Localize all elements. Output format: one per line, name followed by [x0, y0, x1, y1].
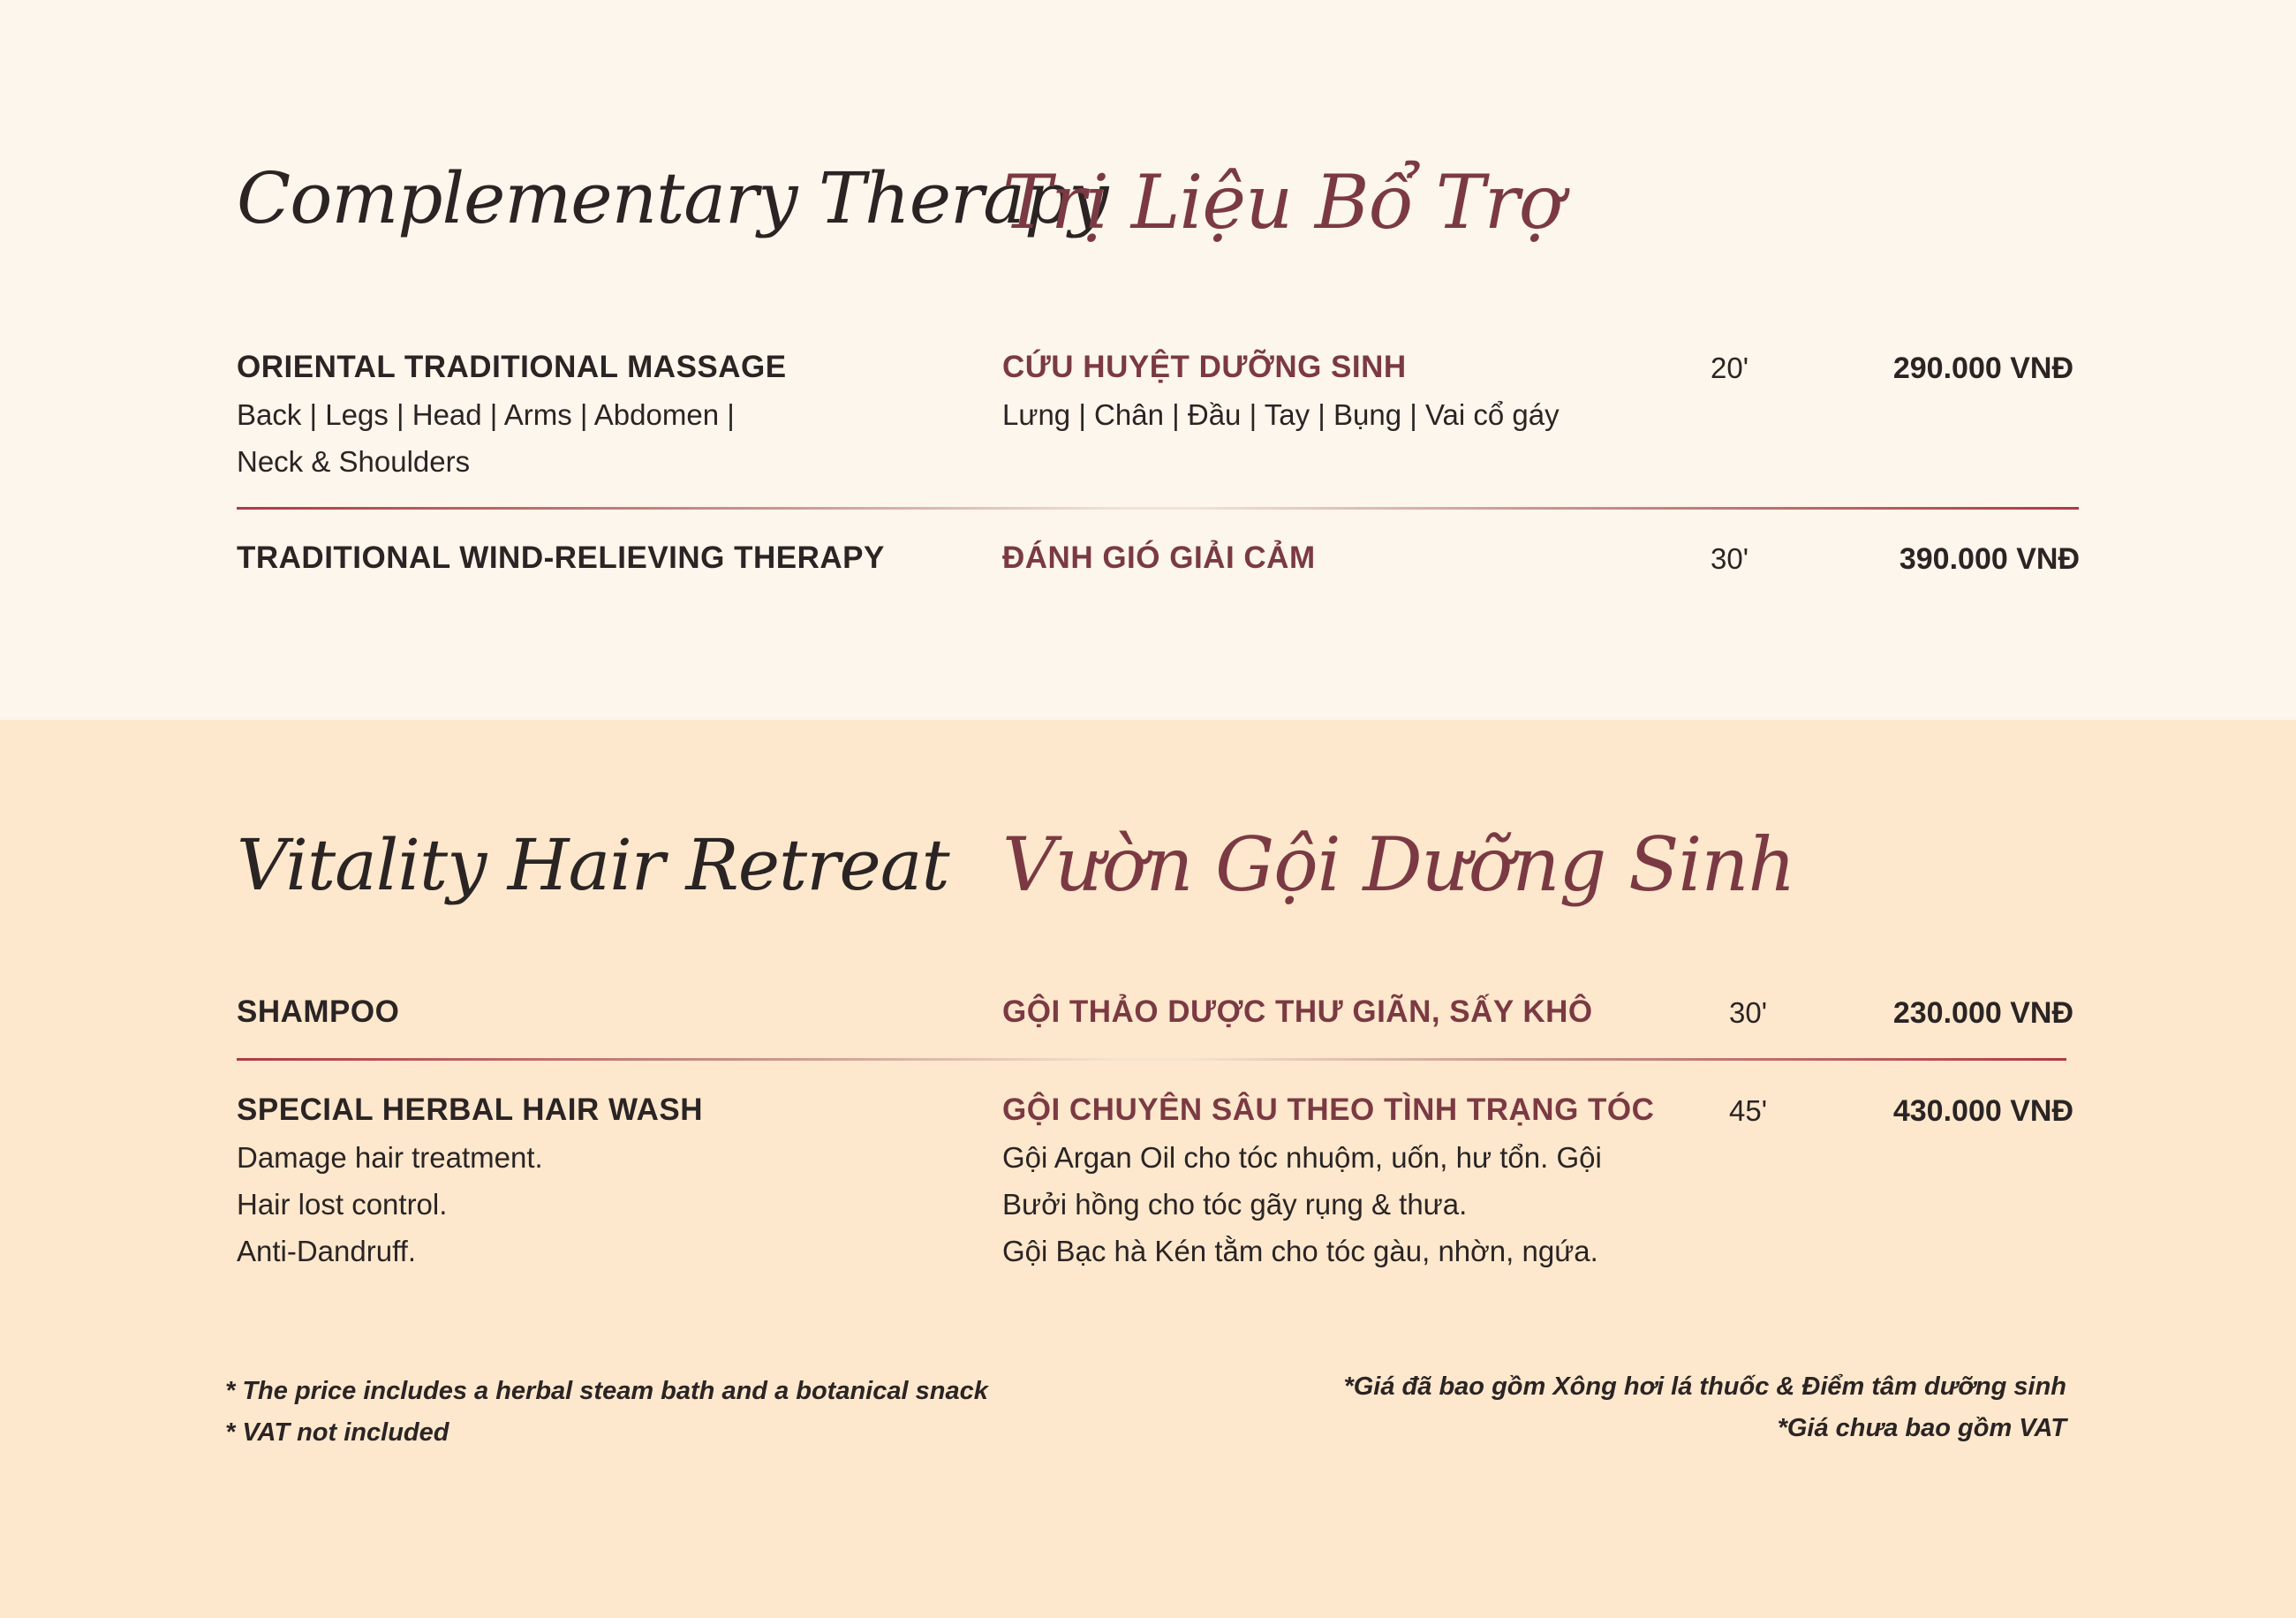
complementary-title-en: Complementary Therapy: [237, 157, 1108, 239]
oriental-massage-name-en: ORIENTAL TRADITIONAL MASSAGE: [237, 350, 787, 384]
herbal-hair-wash-desc-en-3: Anti-Dandruff.: [237, 1235, 416, 1267]
herbal-hair-wash-desc-vi-1: Gội Argan Oil cho tóc nhuộm, uốn, hư tổn. Gội: [1002, 1141, 1602, 1174]
complementary-title-vi: Trị Liệu Bổ Trợ: [1002, 159, 1563, 246]
hair-title-vi: Vườn Gội Dưỡng Sinh: [1002, 821, 1795, 908]
shampoo-price: 230.000 VNĐ: [1892, 996, 2073, 1030]
wind-relieving-name-vi: ĐÁNH GIÓ GIẢI CẢM: [1002, 541, 1316, 575]
shampoo-duration: 30': [1729, 996, 1768, 1029]
oriental-massage-desc-en-2: Neck & Shoulders: [237, 445, 471, 478]
shampoo-name-en: SHAMPOO: [237, 994, 400, 1029]
shampoo-name-vi: GỘI THẢO DƯỢC THƯ GIÃN, SẤY KHÔ: [1002, 994, 1593, 1029]
herbal-hair-wash-desc-vi-2: Bưởi hồng cho tóc gãy rụng & thưa.: [1002, 1188, 1468, 1221]
footnote-en-1: * The price includes a herbal steam bath and a botanical snack: [225, 1377, 988, 1405]
herbal-hair-wash-price: 430.000 VNĐ: [1892, 1094, 2073, 1128]
herbal-hair-wash-duration: 45': [1729, 1094, 1768, 1127]
row-divider: [237, 507, 2079, 510]
wind-relieving-duration: 30': [1711, 542, 1749, 575]
herbal-hair-wash-name-vi: GỘI CHUYÊN SÂU THEO TÌNH TRẠNG TÓC: [1002, 1093, 1655, 1127]
herbal-hair-wash-desc-vi-3: Gội Bạc hà Kén tằm cho tóc gàu, nhờn, ngứa.: [1002, 1235, 1598, 1267]
hair-title-en: Vitality Hair Retreat: [237, 824, 949, 906]
oriental-massage-name-vi: CỨU HUYỆT DƯỠNG SINH: [1002, 350, 1407, 384]
footnote-vi-1: *Giá đã bao gồm Xông hơi lá thuốc & Điểm tâm dưỡng sinh: [1343, 1372, 2066, 1401]
herbal-hair-wash-desc-en-2: Hair lost control.: [237, 1188, 448, 1221]
row-divider: [237, 1058, 2066, 1061]
oriental-massage-price: 290.000 VNĐ: [1892, 352, 2073, 385]
oriental-massage-desc-vi: Lưng | Chân | Đầu | Tay | Bụng | Vai cổ gáy: [1002, 398, 1560, 431]
herbal-hair-wash-name-en: SPECIAL HERBAL HAIR WASH: [237, 1093, 703, 1127]
footnote-en-2: * VAT not included: [225, 1418, 449, 1447]
oriental-massage-desc-en-1: Back | Legs | Head | Arms | Abdomen |: [237, 398, 735, 431]
wind-relieving-price: 390.000 VNĐ: [1899, 542, 2080, 576]
footnote-vi-2: *Giá chưa bao gồm VAT: [1777, 1414, 2066, 1442]
herbal-hair-wash-desc-en-1: Damage hair treatment.: [237, 1141, 543, 1174]
oriental-massage-duration: 20': [1711, 352, 1749, 384]
wind-relieving-name-en: TRADITIONAL WIND-RELIEVING THERAPY: [237, 541, 885, 575]
